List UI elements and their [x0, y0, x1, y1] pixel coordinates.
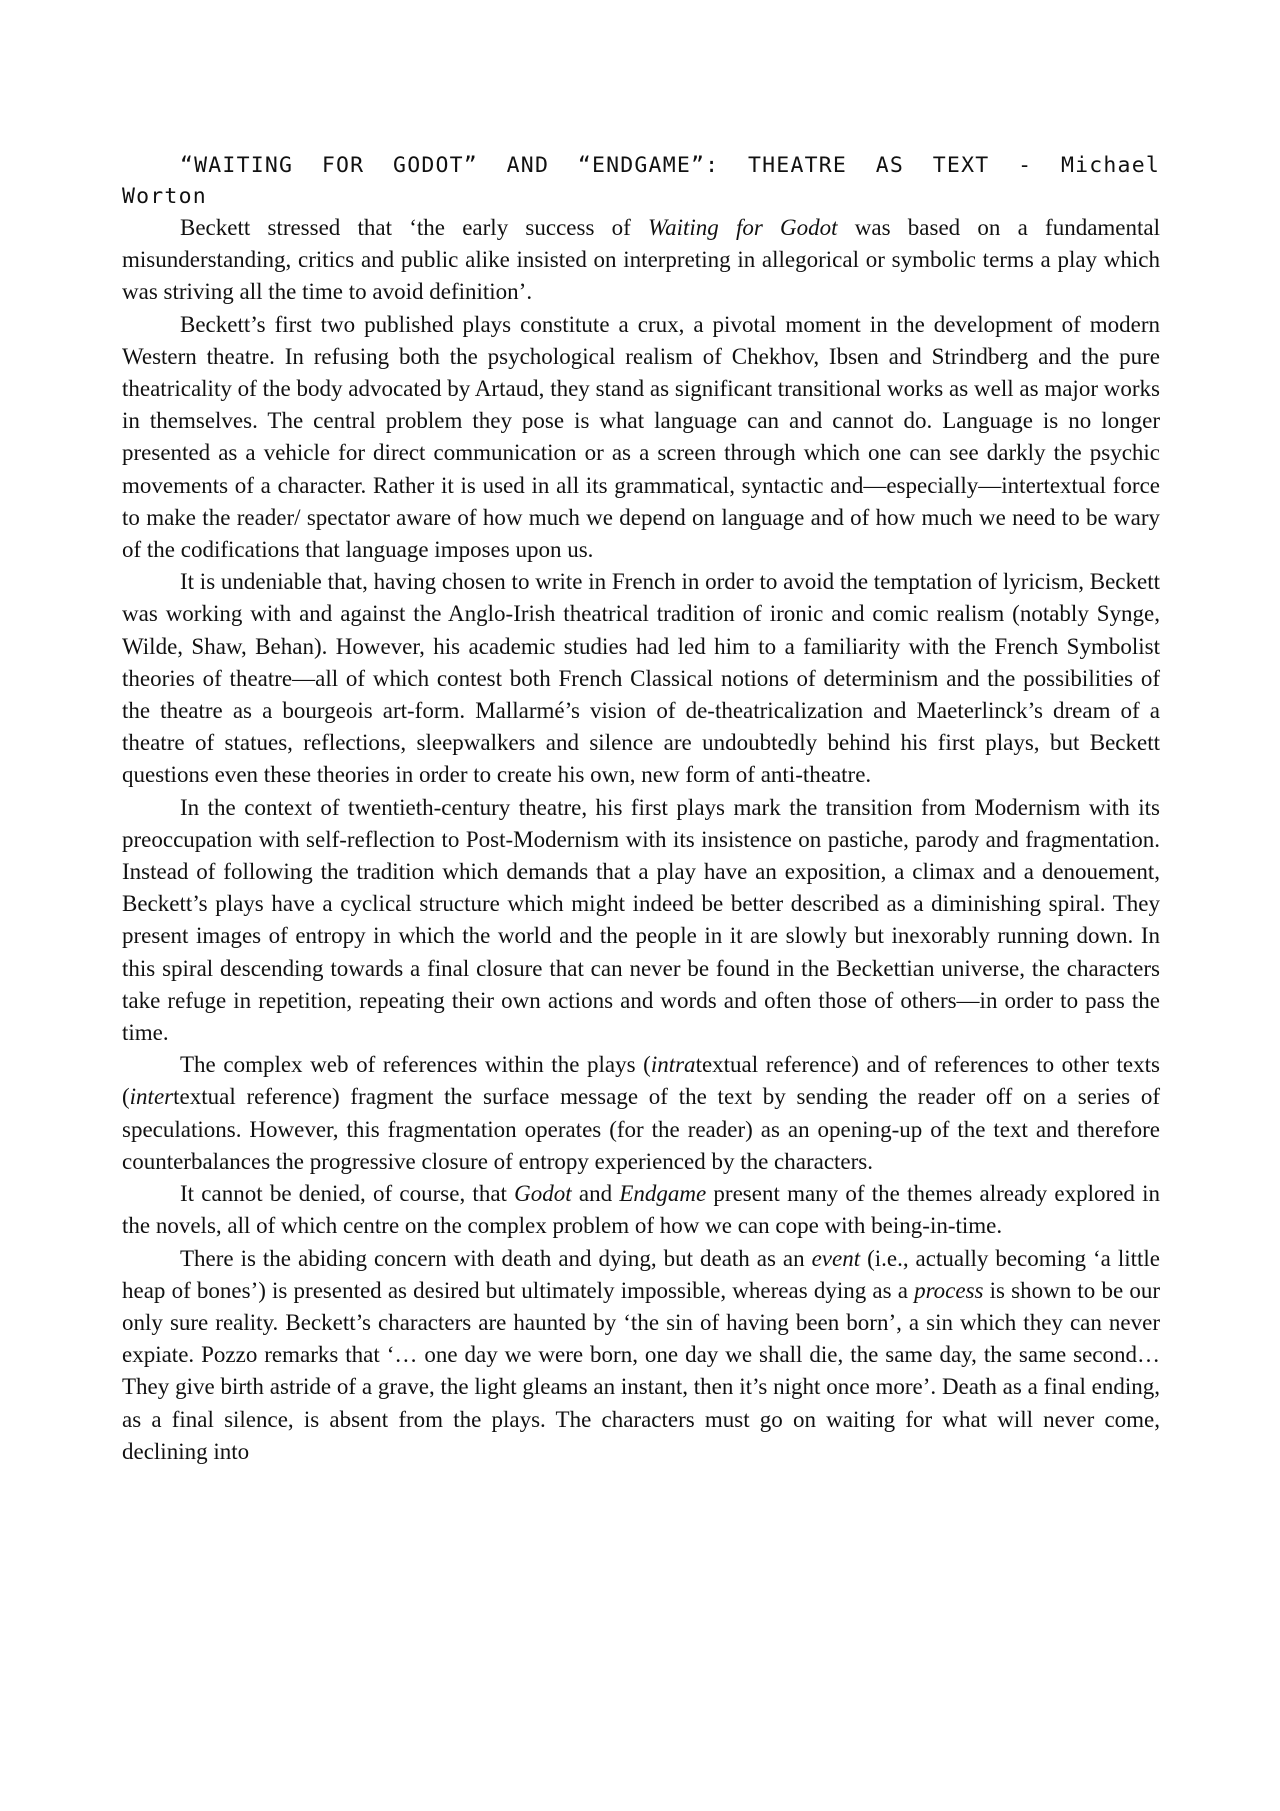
paragraph-text: Beckett stressed that ‘the early success of — [180, 215, 649, 240]
paragraph-text: There is the abiding concern with death and dying, but death as an — [180, 1245, 812, 1271]
italic-title-waiting-for-godot: Waiting for Godot — [648, 215, 838, 240]
italic-prefix-inter: inter — [129, 1084, 174, 1110]
document-title: “WAITING FOR GODOT” AND “ENDGAME”: THEATRE AS TEXT - Michael Worton — [122, 153, 1160, 209]
paragraph-text: It is undeniable that, having chosen to write in French in order to avoid the temptation of lyricism, Beckett was working with and against the Anglo-Irish theatrical tradition of ironic and comic realism (notably Synge, Wilde, Shaw, Behan). However, his academic studies had led him to a familiarity with the French Symbolist theories of theatre—all of which contest both French Classical notions of determinism and the possibilities of the theatre as a bourgeois art-form. Mallarmé’s vision of de-theatricalization and Maeterlinck’s dream of a theatre of statues, reflections, sleepwalkers and silence are undoubtedly behind his first plays, but Beckett questions even these theories in order to create his own, new form of anti-theatre. — [122, 569, 1160, 788]
italic-word-process: process — [914, 1277, 984, 1303]
paragraph-text: textual reference) fragment the surface message of the text by sending the reader off on a series of speculations. However, this fragmentation operates (for the reader) as an opening-up of the text and therefore counterbalances the progressive closure of entropy experienced by the characters. — [122, 1084, 1160, 1174]
paragraph-text: In the context of twentieth-century theatre, his first plays mark the transition from Modernism with its preoccupation with self-reflection to Post-Modernism with its insistence on pastiche, parody and fragmentation. Instead of following the tradition which demands that a play have an exposition, a climax and a denouement, Beckett’s plays have a cyclical structure which might indeed be better described as a diminishing spiral. They present images of entropy in which the world and the people in it are slowly but inexorably running down. In this spiral descending towards a final closure that can never be found in the Beckettian universe, the characters take refuge in repetition, repeating their own actions and words and often those of others—in order to pass the time. — [122, 794, 1160, 1046]
paragraph-text: present many of the themes already explored in the novels, all of which centre on the complex problem of how we can cope with being-in-time. — [122, 1181, 1160, 1239]
paragraph-text: textual reference) and of references to other texts ( — [122, 1052, 1160, 1110]
italic-title-godot: Godot — [514, 1181, 572, 1207]
italic-title-endgame: Endgame — [619, 1181, 707, 1207]
paragraph-3 — [122, 566, 1160, 791]
paragraph-text: Beckett’s first two published plays constitute a crux, a pivotal moment in the development of modern Western theatre. In refusing both the psychological realism of Chekhov, Ibsen and Strindberg and the pure theatricality of the body advocated by Artaud, they stand as significant transitional works as well as major works in themselves. The central problem they pose is what language can and cannot do. Language is no longer presented as a vehicle for direct communication or as a screen through which one can see darkly the psychic movements of a character. Rather it is used in all its grammatical, syntactic and—especially—intertextual force to make the reader/ spectator aware of how much we depend on language and of how much we need to be wary of the codifications that language imposes upon us. — [122, 311, 1160, 563]
paragraph-1 — [122, 212, 1160, 309]
paragraph-5 — [122, 1049, 1160, 1178]
paragraph-text: It cannot be denied, of course, that — [180, 1181, 515, 1207]
paragraph-text: and — [571, 1181, 620, 1207]
document-page — [122, 150, 1160, 1468]
paragraph-text: is shown to be our only sure reality. Beckett’s characters are haunted by ‘the sin of having been born’, a sin which they can never expiate. Pozzo remarks that ‘… one day we were born, one day we shall die, the same day, the same second…They give birth astride of a grave, the light gleams an instant, then it’s night once more’. Death as a final ending, as a final silence, is absent from the plays. The characters must go on waiting for what will never come, declining into — [122, 1277, 1160, 1464]
italic-word-event: event — [811, 1245, 861, 1271]
paragraph-6 — [122, 1178, 1160, 1242]
paragraph-text: (i.e., actually becoming ‘a little heap of bones’) is presented as desired but ultimately impossible, whereas dying as a — [122, 1245, 1160, 1303]
paragraph-2 — [122, 309, 1160, 567]
paragraph-4 — [122, 792, 1160, 1050]
paragraph-text: was based on a fundamental misunderstanding, critics and public alike insisted on interpreting in allegorical or symbolic terms a play which was striving all the time to avoid definition’. — [122, 215, 1161, 305]
paragraph-7 — [122, 1243, 1160, 1468]
paragraph-text: The complex web of references within the plays ( — [180, 1052, 651, 1078]
italic-prefix-intra: intra — [650, 1052, 696, 1078]
